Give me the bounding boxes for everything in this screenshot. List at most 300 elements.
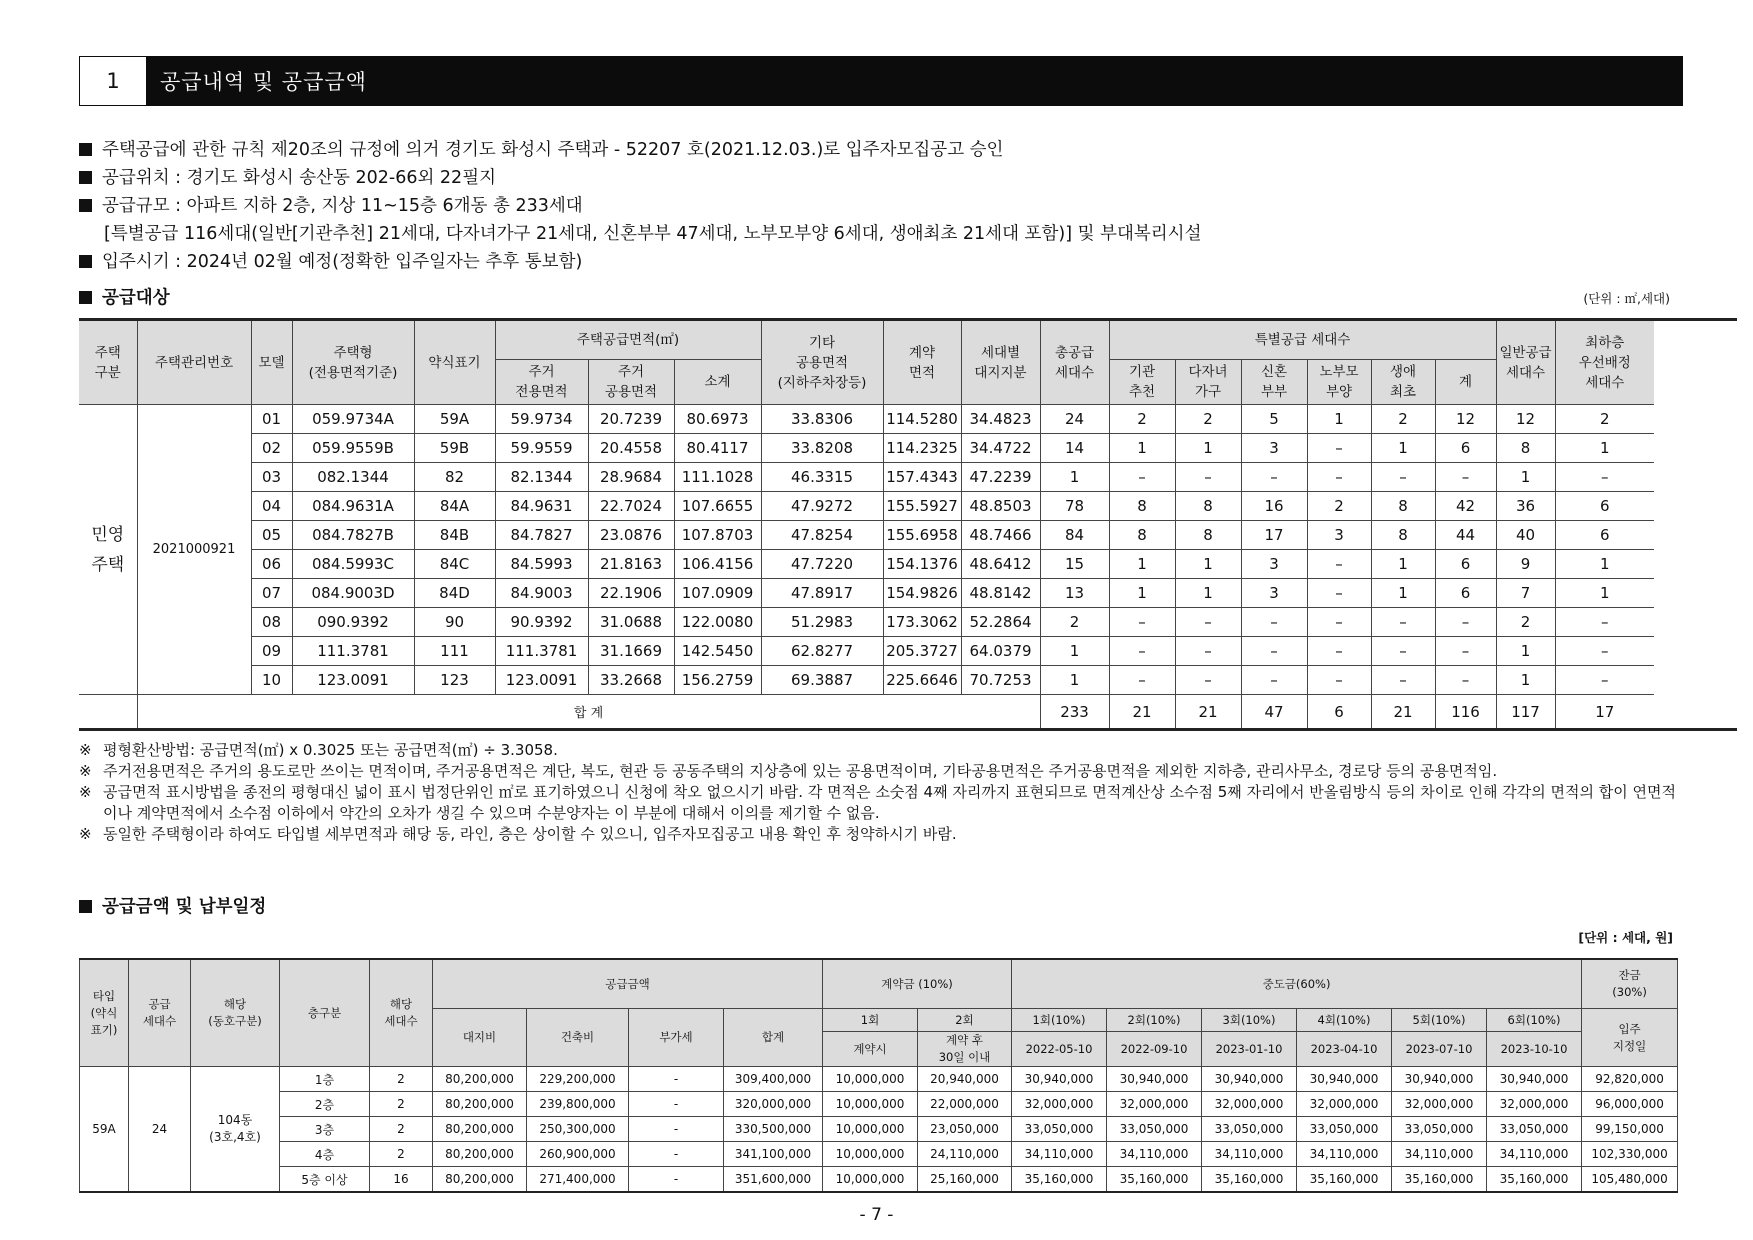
table-cell: 35,160,000 (1297, 1167, 1392, 1193)
table-cell: 25,160,000 (918, 1167, 1012, 1193)
table-cell: 1 (1307, 405, 1371, 434)
table-cell: 62.8277 (761, 637, 883, 666)
table-cell: 111 (414, 637, 495, 666)
section-header (79, 56, 1683, 106)
col-interim-date-3: 2023-01-10 (1202, 1032, 1297, 1067)
table-cell: 114.2325 (883, 434, 961, 463)
table-cell: 351,600,000 (724, 1167, 823, 1193)
table-cell: 1 (1555, 579, 1654, 608)
table-row (80, 1167, 1678, 1193)
bullet-item: 주택공급에 관한 규칙 제20조의 규정에 의거 경기도 화성시 주택과 - 52207 호(2021.12.03.)로 입주자모집공고 승인 (79, 136, 1683, 164)
table-cell: 34,110,000 (1392, 1142, 1487, 1167)
bullet-item: 공급규모 : 아파트 지하 2층, 지상 11~15층 6개동 총 233세대 (79, 192, 1683, 220)
col-sp-multi: 다자녀 가구 (1175, 360, 1241, 405)
table-cell: 07 (251, 579, 292, 608)
table-cell: 30,940,000 (1107, 1067, 1202, 1092)
table-cell: – (1109, 463, 1175, 492)
table-cell: – (1307, 550, 1371, 579)
col-building: 건축비 (527, 1009, 629, 1067)
col-sp-newlywed: 신혼 부부 (1241, 360, 1307, 405)
table-cell: 80.4117 (674, 434, 761, 463)
table-cell: – (1555, 637, 1654, 666)
table-cell: - (629, 1067, 724, 1092)
table-cell: 47.8254 (761, 521, 883, 550)
table-cell: 157.4343 (883, 463, 961, 492)
table-cell: 2 (1371, 405, 1435, 434)
table-cell: 5 (1241, 405, 1307, 434)
table-cell: 341,100,000 (724, 1142, 823, 1167)
col-interim-5: 5회(10%) (1392, 1009, 1487, 1032)
col-interim-4: 4회(10%) (1297, 1009, 1392, 1032)
table-cell: 8 (1371, 492, 1435, 521)
table-cell: 084.7827B (292, 521, 414, 550)
table-cell: 7 (1496, 579, 1555, 608)
table-cell: 330,500,000 (724, 1117, 823, 1142)
table-cell: 84B (414, 521, 495, 550)
table-cell: – (1307, 579, 1371, 608)
table-cell: 22.1906 (588, 579, 674, 608)
price-unit: [단위 : 세대, 원] (1578, 930, 1673, 945)
table-cell: 20,940,000 (918, 1067, 1012, 1092)
col-deposit: 계약금 (10%) (823, 959, 1012, 1009)
table-cell: 35,160,000 (1392, 1167, 1487, 1193)
table-cell: – (1175, 666, 1241, 695)
table-cell: 33,050,000 (1202, 1117, 1297, 1142)
supply-target-table (79, 318, 1737, 731)
col-interim-date-4: 2023-04-10 (1297, 1032, 1392, 1067)
col-dep2: 2회 (918, 1009, 1012, 1032)
table-cell: 20.7239 (588, 405, 674, 434)
table-cell: 2 (370, 1142, 433, 1167)
table-cell: 229,200,000 (527, 1067, 629, 1092)
table-cell: 09 (251, 637, 292, 666)
table-cell: 1층 (280, 1067, 370, 1092)
table-cell: 2 (1307, 492, 1371, 521)
col-balance: 잔금 (30%) (1582, 959, 1678, 1009)
sum-cell: 116 (1435, 695, 1496, 730)
table-cell: 084.5993C (292, 550, 414, 579)
table-cell: 01 (251, 405, 292, 434)
table-cell: 10,000,000 (823, 1117, 918, 1142)
table-cell: 90.9392 (495, 608, 588, 637)
table-cell: – (1109, 637, 1175, 666)
table-cell: 30,940,000 (1487, 1067, 1582, 1092)
table-cell: 20.4558 (588, 434, 674, 463)
col-land-share: 세대별 대지지분 (961, 320, 1040, 405)
table-cell: 090.9392 (292, 608, 414, 637)
col-interim-3: 3회(10%) (1202, 1009, 1297, 1032)
col-interim-2: 2회(10%) (1107, 1009, 1202, 1032)
table-cell: 64.0379 (961, 637, 1040, 666)
table-cell: 1 (1175, 579, 1241, 608)
table-cell: 114.5280 (883, 405, 961, 434)
sum-cell: 21 (1109, 695, 1175, 730)
table-cell: 78 (1040, 492, 1109, 521)
col-sp-first: 생애 최초 (1371, 360, 1435, 405)
table-row (79, 550, 1737, 579)
table-cell: 90 (414, 608, 495, 637)
table-cell: 1 (1496, 666, 1555, 695)
table-cell: 48.6412 (961, 550, 1040, 579)
table-cell: 22.7024 (588, 492, 674, 521)
table-cell: 271,400,000 (527, 1167, 629, 1193)
table-cell: 80,200,000 (433, 1092, 527, 1117)
table-cell: 33.2668 (588, 666, 674, 695)
table-cell: 10 (251, 666, 292, 695)
sum-cell: 17 (1555, 695, 1654, 730)
table-cell: 1 (1496, 637, 1555, 666)
table-row (79, 666, 1737, 695)
col-interim-1: 1회(10%) (1012, 1009, 1107, 1032)
table-cell: 32,000,000 (1107, 1092, 1202, 1117)
table-cell: 320,000,000 (724, 1092, 823, 1117)
dong-cell: 104동 (3호,4호) (191, 1067, 280, 1193)
table-cell: 1 (1175, 550, 1241, 579)
table-cell: 1 (1109, 550, 1175, 579)
col-special: 특별공급 세대수 (1109, 320, 1496, 360)
table-cell: 47.9272 (761, 492, 883, 521)
table-cell: 3층 (280, 1117, 370, 1142)
sum-cell: 117 (1496, 695, 1555, 730)
notes (79, 740, 1683, 845)
table-cell: – (1371, 463, 1435, 492)
sum-cell: 21 (1175, 695, 1241, 730)
table-row (79, 434, 1737, 463)
col-sp-total: 계 (1435, 360, 1496, 405)
col-dong: 해당 (동호구분) (191, 959, 280, 1067)
table-cell: 80,200,000 (433, 1117, 527, 1142)
table-cell: 31.0688 (588, 608, 674, 637)
table-cell: – (1175, 463, 1241, 492)
table-cell: 2 (370, 1092, 433, 1117)
bullet-item: 입주시기 : 2024년 02월 예정(정확한 입주일자는 추후 통보함) (79, 248, 1683, 276)
bullet-continuation: [특별공급 116세대(일반[기관추천] 21세대, 다자녀가구 21세대, 신혼부부 47세대, 노부모부양 6세대, 생애최초 21세대 포함)] 및 부대복리시설 (104, 224, 1202, 244)
table-cell: 250,300,000 (527, 1117, 629, 1142)
table-cell: – (1241, 608, 1307, 637)
sum-cell: 6 (1307, 695, 1371, 730)
table-cell: 33,050,000 (1487, 1117, 1582, 1142)
col-land: 대지비 (433, 1009, 527, 1067)
col-supply-price: 공급금액 (433, 959, 823, 1009)
table-cell: 35,160,000 (1202, 1167, 1297, 1193)
table-cell: 59A (414, 405, 495, 434)
table-cell: – (1241, 463, 1307, 492)
table-cell: – (1307, 608, 1371, 637)
table-cell: 8 (1175, 521, 1241, 550)
table-cell: 10,000,000 (823, 1167, 918, 1193)
table-cell: - (629, 1167, 724, 1193)
table-cell: 10,000,000 (823, 1067, 918, 1092)
table-cell: 111.3781 (292, 637, 414, 666)
table-cell: 1 (1496, 463, 1555, 492)
note-mark-icon: ※ (79, 762, 92, 780)
col-sp-elder: 노부모 부양 (1307, 360, 1371, 405)
table-cell: – (1307, 434, 1371, 463)
col-contract-area: 계약 면적 (883, 320, 961, 405)
table-cell: - (629, 1117, 724, 1142)
table-cell: 05 (251, 521, 292, 550)
sum-cell: 47 (1241, 695, 1307, 730)
table-cell: 30,940,000 (1392, 1067, 1487, 1092)
table-row (79, 405, 1737, 434)
note-text: 공급면적 표시방법을 종전의 평형대신 넓이 표시 법정단위인 ㎡로 표기하였으니 신청에 착오 없으시기 바람. 각 면적은 소숫점 4째 자리까지 표현되므로 면적계산상 소수점 5째 자리에서 반올림방식 등의 차이로 인해 각각의 면적의 합이 연면적이나 계약면적에서 소수점 이하에서 약간의 오차가 생길 수 있으며 수분양자는 이 부분에 대해서 이의를 제기할 수 없음. (103, 783, 1676, 822)
table-cell: 107.8703 (674, 521, 761, 550)
table-cell: 2 (1109, 405, 1175, 434)
col-total-supply: 총공급 세대수 (1040, 320, 1109, 405)
table-cell: 04 (251, 492, 292, 521)
table-cell: – (1555, 608, 1654, 637)
table-cell: 96,000,000 (1582, 1092, 1678, 1117)
table-cell: 30,940,000 (1012, 1067, 1107, 1092)
table-cell: 44 (1435, 521, 1496, 550)
table-cell: 105,480,000 (1582, 1167, 1678, 1193)
table-cell: 84.5993 (495, 550, 588, 579)
square-bullet-icon (79, 143, 92, 156)
table-cell: 9 (1496, 550, 1555, 579)
square-bullet-icon (79, 199, 92, 212)
table-cell: 6 (1435, 579, 1496, 608)
table-cell: – (1435, 637, 1496, 666)
col-house-kind: 주택 구분 (79, 320, 137, 405)
table-cell: 42 (1435, 492, 1496, 521)
table-cell: 123.0091 (495, 666, 588, 695)
sum-spacer-cell (79, 695, 137, 730)
table-row (79, 608, 1737, 637)
table-cell: 173.3062 (883, 608, 961, 637)
table-cell: 059.9734A (292, 405, 414, 434)
table-cell: 10,000,000 (823, 1092, 918, 1117)
table-cell: 32,000,000 (1487, 1092, 1582, 1117)
table-cell: 34,110,000 (1012, 1142, 1107, 1167)
table-cell: 1 (1109, 579, 1175, 608)
supply-target-unit: (단위 : ㎡,세대) (1583, 291, 1670, 306)
table-cell: 5층 이상 (280, 1167, 370, 1193)
table-cell: 69.3887 (761, 666, 883, 695)
table-cell: – (1371, 608, 1435, 637)
table-cell: 16 (370, 1167, 433, 1193)
table-cell: – (1307, 637, 1371, 666)
col-units: 해당 세대수 (370, 959, 433, 1067)
table-cell: 34,110,000 (1107, 1142, 1202, 1167)
col-floor: 층구분 (280, 959, 370, 1067)
table-cell: 1 (1040, 637, 1109, 666)
table-cell: 35,160,000 (1012, 1167, 1107, 1193)
table-cell: 2 (1175, 405, 1241, 434)
table-cell: 35,160,000 (1487, 1167, 1582, 1193)
table-cell: 59.9734 (495, 405, 588, 434)
col-dep1: 1회 (823, 1009, 918, 1032)
table-cell: 80,200,000 (433, 1067, 527, 1092)
table-cell: 6 (1555, 521, 1654, 550)
table-cell: 155.5927 (883, 492, 961, 521)
table-cell: 06 (251, 550, 292, 579)
table-cell: 02 (251, 434, 292, 463)
table-cell: – (1435, 666, 1496, 695)
col-housing-type: 주택형 (전용면적기준) (292, 320, 414, 405)
table-cell: 30,940,000 (1202, 1067, 1297, 1092)
col-interim-date-6: 2023-10-10 (1487, 1032, 1582, 1067)
table-cell: 111.3781 (495, 637, 588, 666)
table-cell: 21.8163 (588, 550, 674, 579)
bullet-item: 공급위치 : 경기도 화성시 송산동 202-66외 22필지 (79, 164, 1683, 192)
table-cell: 4층 (280, 1142, 370, 1167)
table-cell: 99,150,000 (1582, 1117, 1678, 1142)
sum-row (79, 695, 1737, 730)
table-cell: 59B (414, 434, 495, 463)
table-cell: 3 (1241, 434, 1307, 463)
table-cell: 142.5450 (674, 637, 761, 666)
table-cell: 33.8208 (761, 434, 883, 463)
table-cell: 82.1344 (495, 463, 588, 492)
table-cell: 84.9003 (495, 579, 588, 608)
square-bullet-icon (79, 171, 92, 184)
table-cell: 80,200,000 (433, 1142, 527, 1167)
table-row (79, 463, 1737, 492)
table-cell: – (1307, 463, 1371, 492)
note-mark-icon: ※ (79, 741, 92, 759)
table-cell: 84 (1040, 521, 1109, 550)
table-cell: 2 (370, 1067, 433, 1092)
table-cell: 2 (1040, 608, 1109, 637)
table-cell: – (1175, 608, 1241, 637)
col-dep1-when: 계약시 (823, 1032, 918, 1067)
table-cell: 92,820,000 (1582, 1067, 1678, 1092)
table-cell: 23,050,000 (918, 1117, 1012, 1142)
col-model: 모델 (251, 320, 292, 405)
table-cell: – (1109, 666, 1175, 695)
table-cell: 15 (1040, 550, 1109, 579)
price-heading: 공급금액 및 납부일정 (79, 893, 266, 918)
table-cell: 35,160,000 (1107, 1167, 1202, 1193)
table-cell: – (1241, 637, 1307, 666)
table-cell: 8 (1371, 521, 1435, 550)
table-cell: 1 (1175, 434, 1241, 463)
table-cell: 8 (1175, 492, 1241, 521)
table-cell: 1 (1371, 434, 1435, 463)
table-cell: 154.1376 (883, 550, 961, 579)
table-cell: 24 (1040, 405, 1109, 434)
col-interim: 중도금(60%) (1012, 959, 1582, 1009)
table-cell: 17 (1241, 521, 1307, 550)
table-cell: 239,800,000 (527, 1092, 629, 1117)
table-cell: 6 (1435, 550, 1496, 579)
table-cell: 33.8306 (761, 405, 883, 434)
table-cell: 225.6646 (883, 666, 961, 695)
note-item (79, 824, 1683, 845)
table-row (80, 1117, 1678, 1142)
table-cell: 2 (1496, 608, 1555, 637)
table-row (79, 579, 1737, 608)
overview-bullets (79, 136, 1683, 276)
table-cell: 3 (1241, 579, 1307, 608)
table-cell: 111.1028 (674, 463, 761, 492)
col-dep2-when: 계약 후 30일 이내 (918, 1032, 1012, 1067)
table-cell: 32,000,000 (1392, 1092, 1487, 1117)
table-cell: 47.2239 (961, 463, 1040, 492)
table-cell: - (629, 1142, 724, 1167)
table-cell: 10,000,000 (823, 1142, 918, 1167)
table-cell: 156.2759 (674, 666, 761, 695)
sum-cell: 233 (1040, 695, 1109, 730)
sum-cell: 21 (1371, 695, 1435, 730)
table-cell: 8 (1109, 521, 1175, 550)
price-table (79, 958, 1678, 1193)
table-cell: 32,000,000 (1297, 1092, 1392, 1117)
note-text: 평형환산방법: 공급면적(㎡) x 0.3025 또는 공급면적(㎡) ÷ 3.3058. (103, 741, 558, 759)
table-cell: – (1175, 637, 1241, 666)
table-cell: 1 (1040, 666, 1109, 695)
table-cell: 80.6973 (674, 405, 761, 434)
table-cell: 32,000,000 (1202, 1092, 1297, 1117)
table-cell: 84.7827 (495, 521, 588, 550)
table-cell: 33,050,000 (1392, 1117, 1487, 1142)
table-cell: 52.2864 (961, 608, 1040, 637)
sum-label: 합 계 (137, 695, 1040, 730)
table-cell: 084.9631A (292, 492, 414, 521)
mgmt-no-cell: 2021000921 (137, 405, 251, 695)
table-row (79, 637, 1737, 666)
table-cell: 16 (1241, 492, 1307, 521)
table-cell: 084.9003D (292, 579, 414, 608)
col-subtotal: 소계 (674, 360, 761, 405)
col-sp-inst: 기관 추천 (1109, 360, 1175, 405)
note-mark-icon: ※ (79, 825, 92, 843)
note-mark-icon: ※ (79, 783, 92, 801)
table-cell: – (1241, 666, 1307, 695)
table-cell: 46.3315 (761, 463, 883, 492)
table-cell: 3 (1241, 550, 1307, 579)
table-cell: – (1307, 666, 1371, 695)
table-cell: 36 (1496, 492, 1555, 521)
table-cell: 205.3727 (883, 637, 961, 666)
table-cell: 23.0876 (588, 521, 674, 550)
table-cell: 123 (414, 666, 495, 695)
col-other-common: 기타 공용면적 (지하주차장등) (761, 320, 883, 405)
table-cell: 48.8142 (961, 579, 1040, 608)
table-cell: 107.0909 (674, 579, 761, 608)
note-text: 동일한 주택형이라 하여도 타입별 세부면적과 해당 동, 라인, 층은 상이할 수 있으니, 입주자모집공고 내용 확인 후 청약하시기 바람. (103, 825, 957, 843)
table-cell: 107.6655 (674, 492, 761, 521)
table-cell: 1 (1371, 550, 1435, 579)
table-cell: 51.2983 (761, 608, 883, 637)
table-cell: 84D (414, 579, 495, 608)
table-cell: – (1109, 608, 1175, 637)
table-cell: 154.9826 (883, 579, 961, 608)
table-cell: 122.0080 (674, 608, 761, 637)
table-cell: 12 (1496, 405, 1555, 434)
count-cell: 24 (129, 1067, 191, 1193)
section-title: 공급내역 및 공급금액 (160, 70, 367, 94)
table-row (79, 521, 1737, 550)
table-cell: 1 (1555, 550, 1654, 579)
col-general: 일반공급 세대수 (1496, 320, 1555, 405)
table-cell: 40 (1496, 521, 1555, 550)
table-cell: 70.7253 (961, 666, 1040, 695)
table-cell: 84A (414, 492, 495, 521)
table-cell: 13 (1040, 579, 1109, 608)
table-cell: 123.0091 (292, 666, 414, 695)
table-cell: 31.1669 (588, 637, 674, 666)
table-cell: 84C (414, 550, 495, 579)
table-cell: 33,050,000 (1107, 1117, 1202, 1142)
table-row (80, 1067, 1678, 1092)
col-supply-area: 주택공급면적(㎡) (495, 320, 761, 360)
table-cell: 30,940,000 (1297, 1067, 1392, 1092)
table-cell: 106.4156 (674, 550, 761, 579)
table-cell: 8 (1109, 492, 1175, 521)
table-cell: 47.7220 (761, 550, 883, 579)
square-bullet-icon (79, 291, 92, 304)
